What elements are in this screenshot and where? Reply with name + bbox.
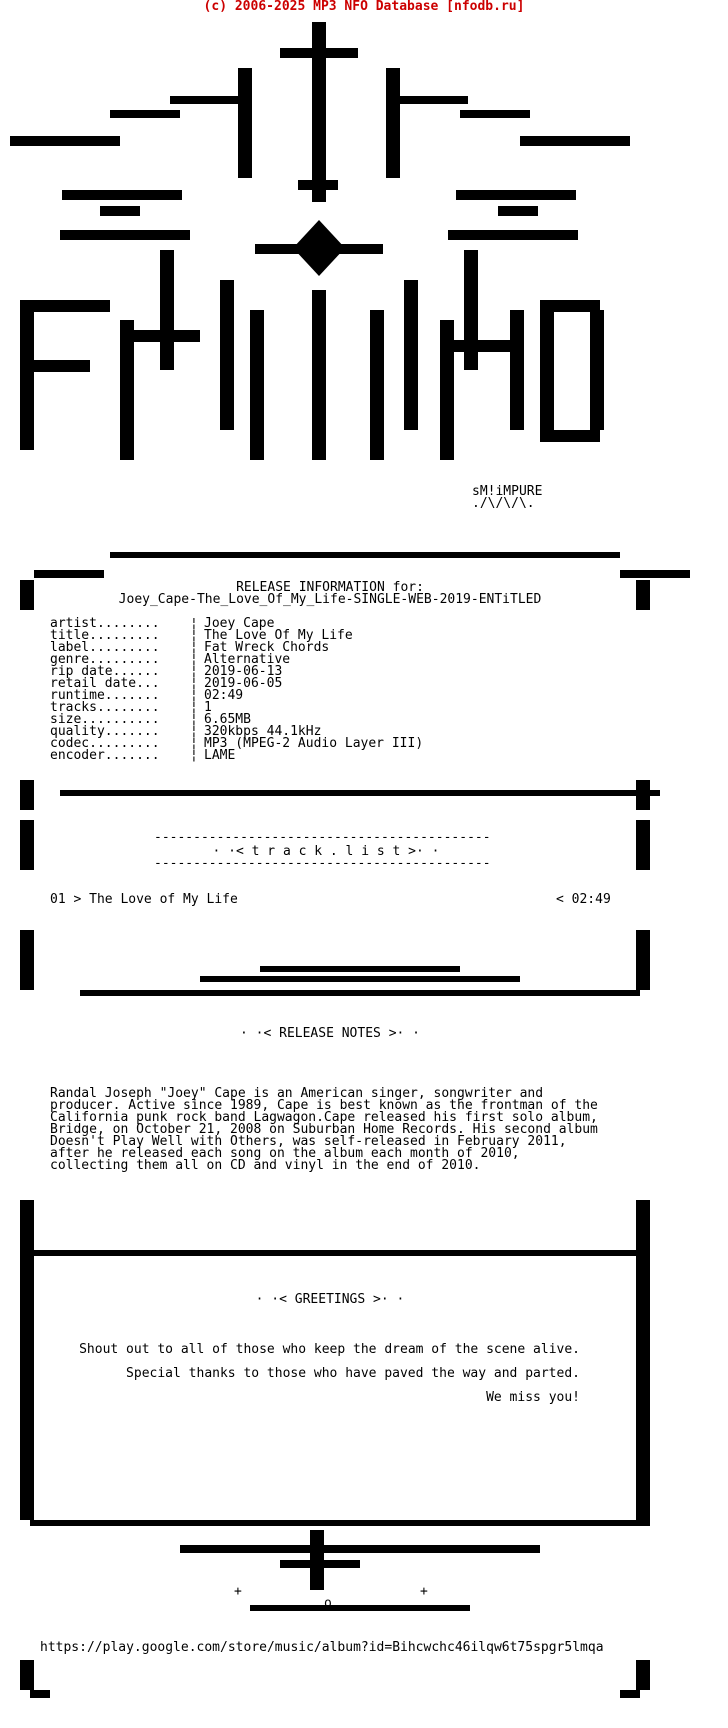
track-item-time: < 02:49 bbox=[556, 892, 611, 907]
release-notes-heading: · ·< RELEASE NOTES >· · bbox=[239, 1026, 420, 1041]
info-row-quality: quality....... ¦ 320kbps 44.1kHz bbox=[50, 724, 322, 739]
info-row-encoder: encoder....... ¦ LAME bbox=[50, 748, 236, 763]
release-notes-body bbox=[50, 1088, 598, 1172]
footer-plus-left: + bbox=[234, 1584, 242, 1599]
notes-line: Doesn't Play Well with Others, was self-released in February 2011, bbox=[50, 1134, 567, 1149]
release-name: Joey_Cape-The_Love_Of_My_Life-SINGLE-WEB-2019-ENTiTLED bbox=[118, 592, 542, 607]
info-row-artist: artist........ ¦ Joey Cape bbox=[50, 616, 275, 631]
info-row-label: label......... ¦ Fat Wreck Chords bbox=[50, 640, 330, 655]
greetings-heading: · ·< GREETINGS >· · bbox=[255, 1292, 405, 1307]
info-row-retail-date: retail date... ¦ 2019-06-05 bbox=[50, 676, 283, 691]
info-row-runtime: runtime....... ¦ 02:49 bbox=[50, 688, 244, 703]
source-header: (c) 2006-2025 MP3 NFO Database [nfodb.ru] bbox=[203, 0, 525, 14]
info-row-size: size.......... ¦ 6.65MB bbox=[50, 712, 251, 727]
tracklist-rule-bottom: ------------------------------------------- bbox=[154, 856, 491, 871]
notes-line: collecting them all on CD and vinyl in the end of 2010. bbox=[50, 1158, 481, 1173]
greetings-line-3: We miss you! bbox=[486, 1390, 580, 1405]
info-row-genre: genre......... ¦ Alternative bbox=[50, 652, 291, 667]
notes-line: California punk rock band Lagwagon.Cape released his first solo album, bbox=[50, 1110, 598, 1125]
track-item-label: 01 > The Love of My Life bbox=[50, 892, 238, 907]
notes-line: producer. Active since 1989, Cape is best known as the frontman of the bbox=[50, 1098, 598, 1113]
album-link[interactable]: https://play.google.com/store/music/album?id=Bihcwchc46ilqw6t75spgr5lmqa bbox=[40, 1640, 604, 1655]
info-row-rip-date: rip date...... ¦ 2019-06-13 bbox=[50, 664, 283, 679]
greetings-line-1: Shout out to all of those who keep the dream of the scene alive. bbox=[79, 1342, 580, 1357]
notes-line: Randal Joseph "Joey" Cape is an American singer, songwriter and bbox=[50, 1086, 544, 1101]
info-row-tracks: tracks........ ¦ 1 bbox=[50, 700, 212, 715]
logo-signature: sM!iMPURE bbox=[472, 484, 543, 499]
greetings-line-2: Special thanks to those who have paved the way and parted. bbox=[126, 1366, 580, 1381]
release-info-table bbox=[50, 618, 423, 762]
info-row-title: title......... ¦ The Love Of My Life bbox=[50, 628, 353, 643]
notes-line: Bridge, on October 21, 2008 on Suburban Home Records. His second album bbox=[50, 1122, 598, 1137]
release-title: RELEASE INFORMATION for: bbox=[236, 580, 424, 595]
notes-line: after he released each song on the album each month of 2010, bbox=[50, 1146, 520, 1161]
tracklist-rule-top: ------------------------------------------- bbox=[154, 830, 491, 845]
info-row-codec: codec......... ¦ MP3 (MPEG-2 Audio Layer III) bbox=[50, 736, 424, 751]
tracklist-heading: · ·< t r a c k . l i s t >· · bbox=[212, 844, 440, 859]
footer-o: o bbox=[324, 1596, 332, 1611]
footer-plus-right: + bbox=[420, 1584, 428, 1599]
logo-signature-sub: ./\/\/\. bbox=[472, 496, 535, 511]
